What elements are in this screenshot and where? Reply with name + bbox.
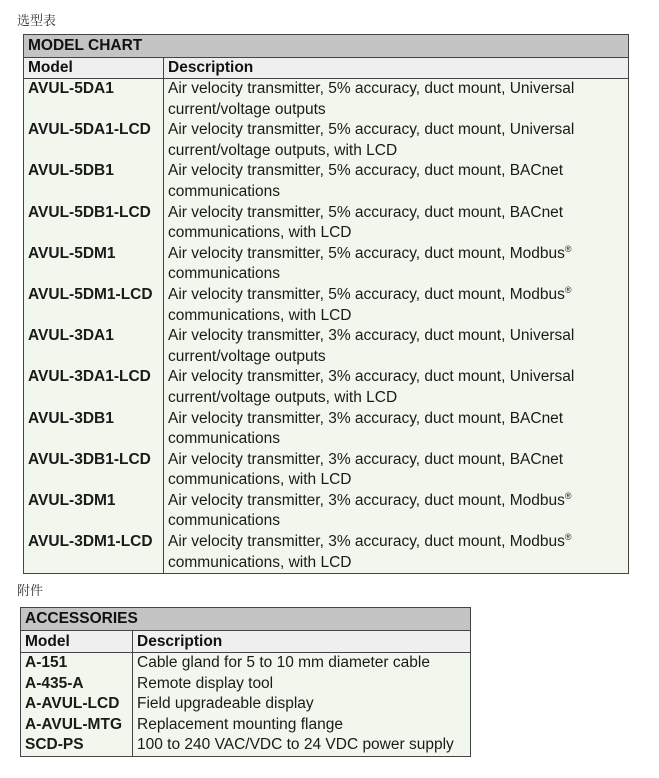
description-cell (164, 161, 629, 202)
description-cell (164, 450, 629, 491)
model-cell: AVUL-5DB1-LCD (24, 203, 164, 244)
accessories-caption: 附件 (17, 584, 44, 599)
model-column-header: Model (24, 58, 164, 79)
model-chart-body (24, 79, 629, 574)
description-line: Air velocity transmitter, 5% accuracy, duct mount, BACnet (168, 203, 564, 221)
registered-mark: ® (564, 284, 572, 295)
table-row (24, 161, 629, 202)
accessory-model-column-header: Model (21, 631, 133, 653)
description-line: Air velocity transmitter, 3% accuracy, duct mount, Modbus (168, 533, 565, 551)
description-line: communications, with LCD (168, 553, 352, 571)
description-line: Air velocity transmitter, 5% accuracy, duct mount, Modbus (168, 244, 565, 262)
accessory-description-cell: Field upgradeable display (133, 694, 471, 715)
model-cell: AVUL-3DA1 (24, 326, 164, 367)
accessory-description-cell: Cable gland for 5 to 10 mm diameter cable (133, 653, 471, 674)
description-cell (164, 244, 629, 285)
description-line: Air velocity transmitter, 3% accuracy, duct mount, BACnet (168, 409, 564, 427)
model-cell: AVUL-5DB1 (24, 161, 164, 202)
description-line: Air velocity transmitter, 3% accuracy, duct mount, Universal (168, 368, 575, 386)
description-line: communications, with LCD (168, 224, 352, 242)
description-line: communications, with LCD (168, 306, 352, 324)
registered-mark: ® (564, 532, 572, 543)
description-line: Air velocity transmitter, 5% accuracy, duct mount, Universal (168, 121, 575, 139)
description-cell (164, 120, 629, 161)
description-cell (164, 409, 629, 450)
model-cell: AVUL-3DB1 (24, 409, 164, 450)
accessory-model-cell: A-AVUL-MTG (21, 715, 133, 736)
accessory-model-cell: A-AVUL-LCD (21, 694, 133, 715)
description-cell (164, 532, 629, 574)
description-line: Air velocity transmitter, 3% accuracy, duct mount, BACnet (168, 450, 564, 468)
registered-mark: ® (564, 490, 572, 501)
model-chart-caption: 选型表 (17, 14, 57, 29)
model-cell: AVUL-3DM1-LCD (24, 532, 164, 574)
table-row (24, 326, 629, 367)
description-line: communications (168, 182, 280, 200)
accessories-title: ACCESSORIES (21, 608, 471, 631)
table-row (24, 367, 629, 408)
description-line: communications (168, 430, 280, 448)
model-cell: AVUL-5DA1 (24, 79, 164, 121)
table-row (24, 409, 629, 450)
accessories-header-row (21, 631, 471, 653)
table-row (21, 674, 471, 695)
accessories-table (20, 607, 471, 757)
description-line: Air velocity transmitter, 3% accuracy, duct mount, Modbus (168, 491, 565, 509)
description-line: Air velocity transmitter, 5% accuracy, duct mount, Universal (168, 80, 575, 97)
table-row (24, 491, 629, 532)
description-line: communications (168, 265, 280, 283)
model-chart-header-row (24, 58, 629, 79)
description-cell (164, 367, 629, 408)
table-row (24, 79, 629, 121)
description-cell (164, 491, 629, 532)
accessories-body (21, 653, 471, 757)
accessory-model-cell: A-151 (21, 653, 133, 674)
accessory-model-cell: A-435-A (21, 674, 133, 695)
description-line: current/voltage outputs, with LCD (168, 388, 398, 406)
table-row (21, 653, 471, 674)
accessory-description-cell: Remote display tool (133, 674, 471, 695)
accessory-description-cell: Replacement mounting flange (133, 715, 471, 736)
accessory-model-cell: SCD-PS (21, 735, 133, 756)
model-chart-table (23, 34, 629, 574)
table-row (21, 715, 471, 736)
table-row (24, 244, 629, 285)
model-chart-title: MODEL CHART (24, 35, 629, 58)
description-line: current/voltage outputs, with LCD (168, 141, 398, 159)
model-cell: AVUL-3DB1-LCD (24, 450, 164, 491)
description-line: Air velocity transmitter, 3% accuracy, duct mount, Universal (168, 327, 575, 345)
model-cell: AVUL-3DA1-LCD (24, 367, 164, 408)
model-cell: AVUL-5DA1-LCD (24, 120, 164, 161)
accessory-description-cell: 100 to 240 VAC/VDC to 24 VDC power supply (133, 735, 471, 756)
table-row (24, 450, 629, 491)
description-line: communications, with LCD (168, 471, 352, 489)
model-chart-title-row (24, 35, 629, 58)
table-row (24, 203, 629, 244)
description-line: Air velocity transmitter, 5% accuracy, duct mount, BACnet (168, 162, 564, 180)
table-row (21, 735, 471, 756)
description-column-header: Description (164, 58, 629, 79)
description-line: Air velocity transmitter, 5% accuracy, duct mount, Modbus (168, 285, 565, 303)
model-cell: AVUL-3DM1 (24, 491, 164, 532)
model-cell: AVUL-5DM1 (24, 244, 164, 285)
description-line: current/voltage outputs (168, 347, 326, 365)
description-line: communications (168, 512, 280, 530)
description-cell (164, 326, 629, 367)
table-row (21, 694, 471, 715)
table-row (24, 285, 629, 326)
description-cell (164, 79, 629, 121)
description-cell (164, 203, 629, 244)
model-cell: AVUL-5DM1-LCD (24, 285, 164, 326)
accessories-title-row (21, 608, 471, 631)
description-line: current/voltage outputs (168, 100, 326, 118)
description-cell (164, 285, 629, 326)
table-row (24, 120, 629, 161)
table-row (24, 532, 629, 574)
accessory-description-column-header: Description (133, 631, 471, 653)
registered-mark: ® (564, 243, 572, 254)
